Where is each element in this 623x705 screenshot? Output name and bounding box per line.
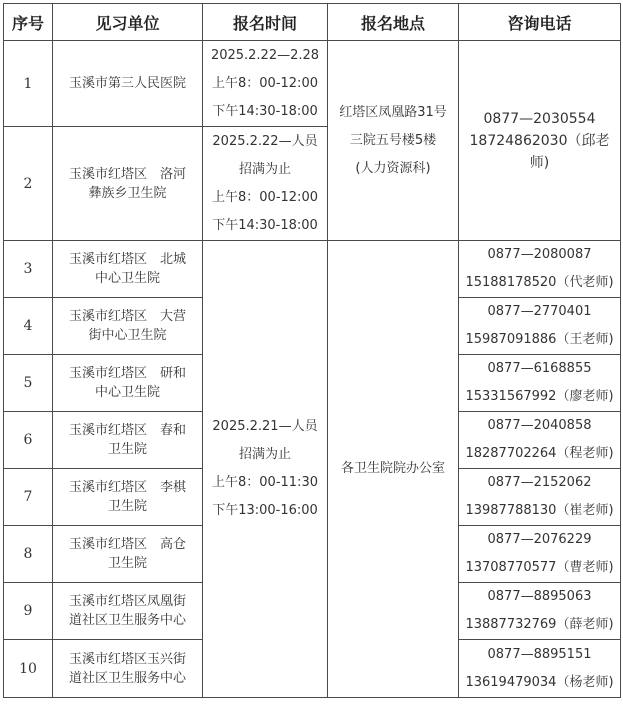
internship-table (3, 3, 621, 698)
time-line: 上午8：00-12:00 (212, 189, 318, 205)
header-location: 报名地点 (328, 4, 459, 41)
table-row (4, 41, 621, 127)
contact-phone (459, 355, 621, 412)
phone-line: 0877—2076229 (487, 532, 592, 547)
phone-line: 13619479034（杨老师) (465, 674, 614, 690)
contact-phone (459, 469, 621, 526)
contact-phone (459, 640, 621, 698)
unit-name (53, 298, 203, 355)
phone-line: 0877—2770401 (487, 304, 592, 319)
time-line: 上午8：00-11:30 (212, 475, 318, 490)
unit-name (53, 127, 203, 241)
unit-line: 道社区卫生服务中心 (68, 613, 186, 628)
row-number: 3 (4, 241, 53, 298)
phone-line: 0877—2080087 (487, 247, 592, 262)
header-contact: 咨询电话 (459, 4, 621, 41)
row-number: 2 (4, 127, 53, 241)
header-time: 报名时间 (203, 4, 328, 41)
time-line: 下午14:30-18:00 (212, 103, 318, 119)
time-line: 招满为止 (238, 447, 291, 462)
unit-line: 玉溪市红塔区玉兴街 (68, 651, 186, 667)
signup-time (203, 241, 328, 698)
contact-phone (459, 41, 621, 241)
unit-line: 玉溪市第三人民医院 (68, 76, 186, 91)
unit-line: 玉溪市红塔区 研和 (68, 366, 186, 381)
unit-name (53, 355, 203, 412)
row-number: 4 (4, 298, 53, 355)
contact-phone (459, 241, 621, 298)
signup-time (203, 127, 328, 241)
row-number: 8 (4, 526, 53, 583)
signup-location (328, 41, 459, 241)
unit-line: 中心卫生院 (94, 385, 160, 400)
time-line: 2025.2.22—2.28 (210, 47, 320, 63)
signup-location (328, 241, 459, 698)
unit-line: 彝族乡卫生院 (88, 185, 167, 201)
location-line: 各卫生院院办公室 (340, 461, 445, 476)
contact-phone (459, 583, 621, 640)
unit-name (53, 526, 203, 583)
location-line: (人力资源科) (355, 160, 431, 176)
unit-line: 玉溪市红塔区 大营 (68, 309, 186, 324)
phone-line: 18287702264（程老师) (465, 446, 614, 461)
time-line: 2025.2.22—人员 (212, 133, 318, 149)
phone-line: 13708770577（曹老师) (465, 560, 614, 575)
unit-name (53, 640, 203, 698)
contact-phone (459, 526, 621, 583)
phone-line: 13887732769（薛老师) (465, 617, 614, 632)
unit-line: 玉溪市红塔区 李棋 (68, 480, 186, 495)
unit-line: 玉溪市红塔区凤凰街 (68, 594, 186, 609)
phone-line: 0877—8895151 (487, 646, 592, 662)
unit-line: 玉溪市红塔区 洛河 (68, 166, 186, 182)
header-row (4, 4, 621, 41)
row-number: 6 (4, 412, 53, 469)
time-line: 下午14:30-18:00 (212, 217, 318, 233)
phone-line: 0877—2040858 (487, 418, 592, 433)
phone-line: 15188178520（代老师) (465, 275, 614, 290)
unit-line: 玉溪市红塔区 北城 (68, 252, 186, 267)
time-line: 下午13:00-16:00 (212, 503, 318, 518)
phone-line: 0877—2152062 (487, 475, 592, 490)
signup-time (203, 41, 328, 127)
row-number: 10 (4, 640, 53, 698)
row-number: 1 (4, 41, 53, 127)
unit-line: 街中心卫生院 (88, 328, 167, 343)
row-number: 9 (4, 583, 53, 640)
table-row (4, 241, 621, 298)
unit-name (53, 241, 203, 298)
phone-line: 0877—2030554 (483, 110, 596, 127)
header-no: 序号 (4, 4, 53, 41)
unit-line: 卫生院 (107, 499, 147, 514)
phone-line: 13987788130（崔老师) (465, 503, 614, 518)
unit-line: 中心卫生院 (94, 271, 160, 286)
row-number: 7 (4, 469, 53, 526)
phone-line: 0877—6168855 (487, 361, 592, 376)
row-number: 5 (4, 355, 53, 412)
phone-line: 15987091886（王老师) (465, 332, 614, 347)
contact-phone (459, 298, 621, 355)
unit-line: 道社区卫生服务中心 (68, 670, 186, 686)
unit-line: 玉溪市红塔区 春和 (68, 423, 186, 438)
phone-line: 15331567992（廖老师) (465, 389, 614, 404)
phone-line: 0877—8895063 (487, 589, 592, 604)
unit-line: 玉溪市红塔区 高仓 (68, 537, 186, 552)
time-line: 上午8：00-12:00 (212, 75, 318, 91)
unit-name (53, 583, 203, 640)
unit-line: 卫生院 (107, 442, 147, 457)
location-line: 三院五号楼5楼 (349, 132, 437, 148)
unit-name (53, 41, 203, 127)
unit-line: 卫生院 (107, 556, 147, 571)
time-line: 2025.2.21—人员 (212, 419, 318, 434)
time-line: 招满为止 (238, 161, 291, 177)
unit-name (53, 412, 203, 469)
phone-line: 18724862030（邱老 (469, 132, 610, 149)
contact-phone (459, 412, 621, 469)
phone-line: 师) (529, 154, 550, 171)
unit-name (53, 469, 203, 526)
location-line: 红塔区凤凰路31号 (339, 104, 447, 120)
header-unit: 见习单位 (53, 4, 203, 41)
